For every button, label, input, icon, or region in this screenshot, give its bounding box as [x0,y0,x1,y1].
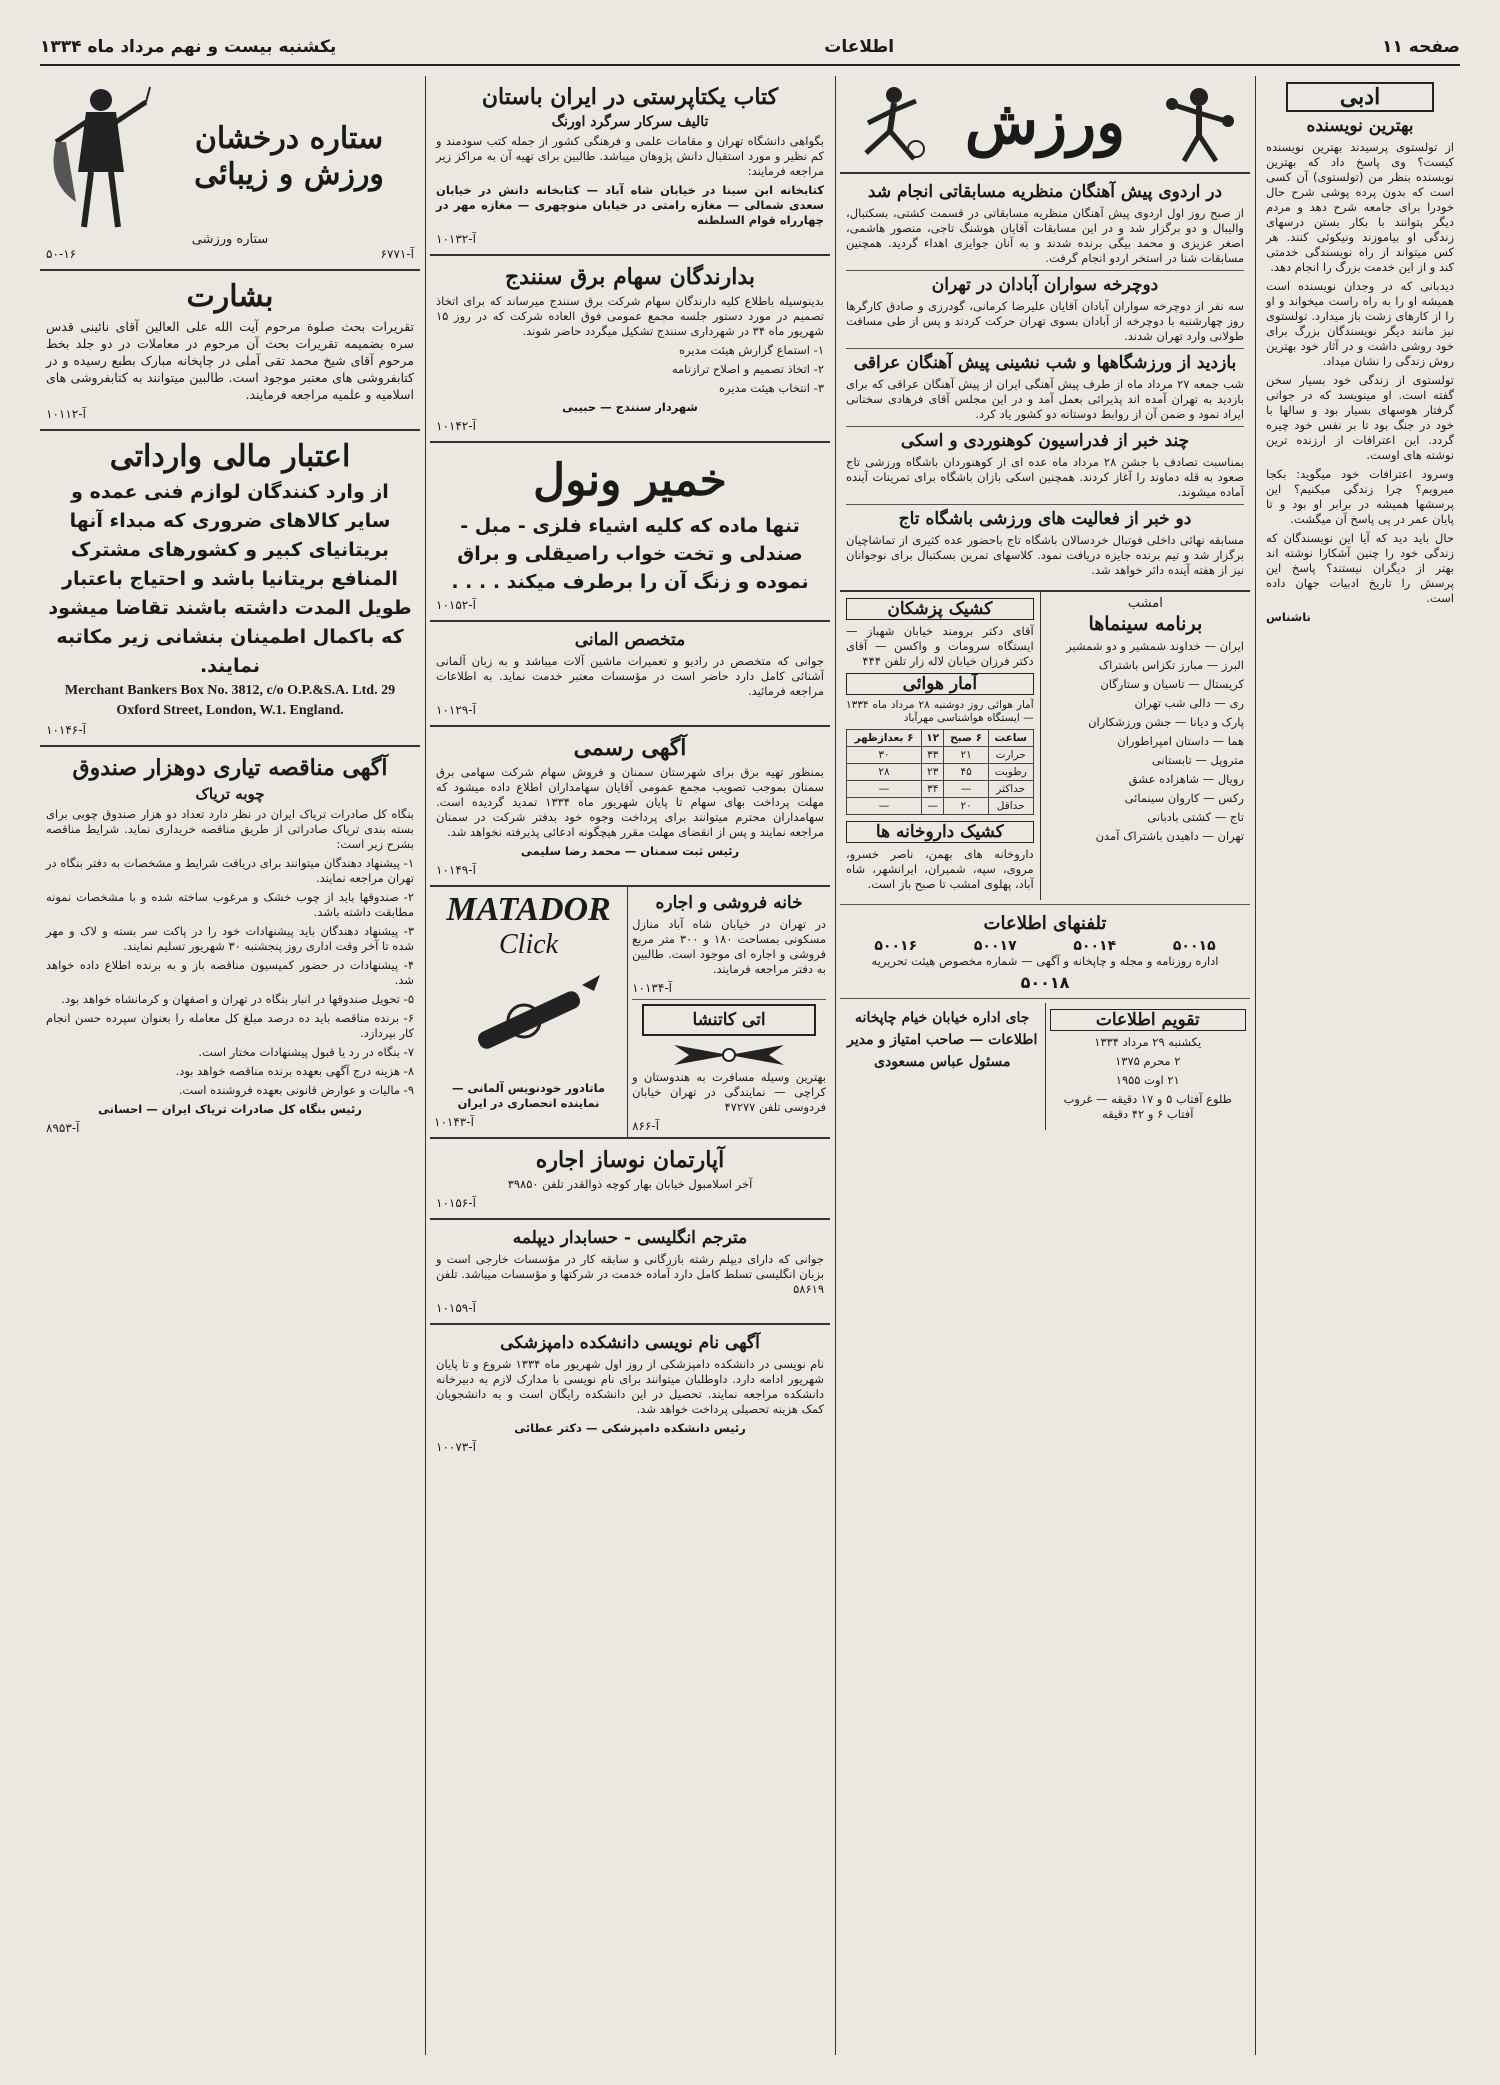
ad-title: آگهی نام نویسی دانشکده دامپزشکی [500,1333,760,1353]
weather-header-cell: ۶ بعدازظهر [847,730,922,747]
article-signature: ناشناس [1266,610,1311,624]
tender-item: ۶- برنده مناقصه باید ده درصد مبلغ کل معامله را بعنوان سپرده حسن انجام کار بپردازد. [46,1011,414,1040]
cinema-item: متروپل — تابستانی [1151,753,1244,767]
ad-signature: رئیس دانشکده دامپزشکی — دکتر عطائی [514,1421,746,1435]
phone-number: ۵۰۰۱۷ [973,938,1017,954]
weather-cell: رطوبت [988,764,1033,781]
ad-code: آ-۱۰۱۳۲ [436,232,476,246]
weather-row [847,798,1034,815]
weather-cell: — [847,781,922,798]
ad-code: آ-۱۰۱۱۲ [46,407,86,421]
cinema-item: کریستال — تاسیان و ستارگان [1100,677,1244,691]
ad-body: کتابخانه ابن سینا در خیابان شاه آباد — کتابخانه دانش در خیابان سعدی شمالی — مغازه رامتی در خیابان منوچهری — مغازه مهر در چهارراه قوام السلطنه [436,183,824,227]
article-paragraph: دیدبانی که در وجدان نویسنده است همیشه او را به راه راست میخواند و او را از کارهای زشت باز میدارد. تولستوی نیز مانند دیگر نویسندگان بزرگ برای خود روشی داشت و در آثار خود بهترین روش زندگی را نشان میداد. [1266,279,1454,368]
article-paragraph: از تولستوی پرسیدند بهترین نویسنده کیست؟ وی پاسخ داد که بهترین نویسنده بنظر من (تولستوی) آن کسی است که بدون پرده پوشی شرح حال خودرا برای جامعه شرح دهد و مردم دیگر بتوانند با بکار بستن درسهای زندگی او بیاموزند ونیکوئی کنند. هر کس میتواند از راه نویسندگی خدمتی کند و از این خدمت بزرگ را انجام دهد. [1266,140,1454,274]
ad-list-item: ۲- اتخاذ تصمیم و اصلاح ترازنامه [671,362,824,376]
article-paragraph: تولستوی از زندگی خود بسیار سخن گفته است. او مینویسد که در جوانی گرفتار هوسهای بسیار بود و سالها با خود در جنگ بود تا بر نفس خود چیره گردد. این اعترافات از ارزنده ترین نوشته های اوست. [1266,373,1454,462]
ad-body: بدینوسیله باطلاع کلیه دارندگان سهام شرکت برق سنندج میرساند که برای اتخاذ تصمیم در مورد دستور جلسه مجمع عمومی فوق العاده شرکت که در روز ۱۵ شهریور ماه ۳۴ در شهرداری سنندج تشکیل میگردد حاضر شوند. [436,294,824,338]
clinic-title: کشیک پزشکان [846,598,1034,620]
tender-item: ۸- هزینه درج آگهی بعهده برنده مناقصه خواهد بود. [175,1064,414,1078]
weather-row [847,747,1034,764]
ad-title: کتاب یکتاپرستی در ایران باستان [481,84,779,110]
tender-item: ۲- صندوقها باید از چوب خشک و مرغوب ساخته شده و با مشخصات نمونه مطابقت داشته باشد. [46,890,414,919]
ad-code: آ-۱۰۱۵۹ [436,1301,476,1315]
ad-list-item: ۳- انتخاب هیئت مدیره [719,381,824,395]
ad-code: آ-۱۰۱۴۲ [436,419,476,433]
article-title: بهترین نویسنده [1306,116,1414,136]
ad-body: بهترین وسیله مسافرت به هندوستان و کراچی — نمایندگی در تهران خیابان فردوسی تلفن ۴۷۲۷۷ [632,1070,826,1114]
ad-body: جوانی که دارای دیپلم رشته بازرگانی و سابقه کار در مؤسسات خارجی است و بزبان انگلیسی تسلط کامل دارد آماده خدمت در شرکتها و مؤسسات میباشد. تلفن ۵۸۶۱۹ [436,1252,824,1296]
weather-cell: حرارت [988,747,1033,764]
calendar-sun: طلوع آفتاب ۵ و ۱۷ دقیقه — غروب آفتاب ۶ و ۴۲ دقیقه [1063,1092,1232,1121]
ad-code: آ-۱۰۱۲۹ [436,703,476,717]
cinema-item: ری — دالی شب تهران [1134,696,1244,710]
services-box [840,592,1040,900]
wings-icon [669,1040,789,1070]
page-number: صفحه ۱۱ [1382,37,1460,57]
news-headline: بازدید از ورزشگاهها و شب نشینی پیش آهنگان عراقی [853,353,1237,373]
tender-item: ۹- مالیات و عوارض قانونی بعهده فروشنده است. [178,1083,414,1097]
weather-note: آمار هوائی روز دوشنبه ۲۸ مرداد ماه ۱۳۳۴ — ایستگاه هواشناسی مهرآباد [846,699,1034,724]
runner-illustration-icon [846,83,936,163]
calendar-line: ۲۱ اوت ۱۹۵۵ [1115,1073,1180,1087]
tender-body: بنگاه کل صادرات تریاک ایران در نظر دارد تعداد دو هزار صندوق چوبی برای بسته بندی تریاک صادراتی از طریق مناقصه خریداری نماید. شرایط مناقصه بشرح زیر است: [46,807,414,851]
section-title: ادبی [1286,82,1434,112]
paper-name: اطلاعات [824,37,895,57]
news-headline: دوچرخه سواران آبادان در تهران [931,275,1159,295]
column-ads [430,76,830,2055]
notice-body: از وارد کنندگان لوازم فنی عمده و سایر کالاهای ضروری که مبداء آنها بریتانیای کبیر و کشورهای مشترک المنافع بریتانیا باشد و احتیاج باعتبار طویل المدت داشته باشند تقاضا میشود که باکمال اطمینان بنشانی زیر مکاتبه نمایند. [48,481,412,677]
ad-title: بدارندگان سهام برق سنندج [504,264,756,290]
matador-logo: MATADOR [446,891,611,928]
news-body: از صبح روز اول اردوی پیش آهنگان منظریه مسابقاتی در قسمت کشتی، بسکتبال، والیبال و دو برگزار شد و در این مسابقات آقایان هوشنگ تاجی، منصور هاشمی، اصغر عزیزی و محمد بیگی برنده شدند و به آنان جوایزی اهداء گردید. همچنین مسابقات شنا در استخر اردو انجام گرفت. [846,206,1244,265]
weather-header-cell: ۶ صبح [944,730,988,747]
matador-sub: Click [498,929,559,960]
phone-special: ۵۰۰۱۸ [1020,973,1070,992]
ad-code: آ-۱۰۱۵۲ [436,598,476,612]
weather-header-cell: ۱۲ [921,730,944,747]
news-body: مسابقه نهائی داخلی فوتبال خردسالان باشگاه تاج باحضور عده کثیری از تماشاچیان برگزار شد و تیم برنده جایزه دریافت نمود. کلاسهای تمرین بسکتبال برای نوجوانان نیز از هفته آینده دائر خواهد شد. [846,533,1244,577]
weather-table [846,729,1034,815]
tender-signature: رئیس بنگاه کل صادرات تریاک ایران — احسانی [98,1102,362,1116]
tender-item: ۱- پیشنهاد دهندگان میتوانند برای دریافت شرایط و مشخصات به دفتر بنگاه در تهران مراجعه نمایند. [46,856,414,885]
boxer-illustration-icon [1154,83,1244,163]
cinema-item: هما — داستان امپراطوران [1117,734,1244,748]
weather-cell: ۲۳ [921,764,944,781]
ad-code: آ-۶۷۷۱ [380,247,414,261]
weather-cell: — [847,798,922,815]
ad-title: خانه فروشی و اجاره [655,893,803,913]
cinema-item: پارک و دیانا — جشن ورزشکاران [1088,715,1244,729]
news-body: سه نفر از دوچرخه سواران آبادان آقایان علیرضا کرمانی، گودرزی و صادق کارگرها روز چهارشنبه با دوچرخه از آبادان بسوی تهران حرکت کردند و پس از طی مسافت طولانی وارد تهران شدند. [846,299,1244,343]
ad-subtitle: ستاره ورزشی [191,232,269,247]
publisher-box: جای اداره خیابان خیام چاپخانه اطلاعات — صاحب امتیاز و مدیر مسئول عباس مسعودی [847,1010,1038,1070]
matador-figure-icon [46,82,156,232]
notice-title: بشارت [186,279,274,314]
ad-code: ۵۰-۱۶ [46,247,77,261]
page-header [40,30,1460,66]
tender-item: ۷- بنگاه در رد یا قبول پیشنهادات مختار است. [198,1045,414,1059]
newspaper-page [40,30,1460,2055]
news-body: شب جمعه ۲۷ مرداد ماه از طرف پیش آهنگی ایران از پیش آهنگان عراقی که برای بازدید به تهران آمده اند پذیرائی بعمل آمد و در این مجلس آقای فرهادی سخنانی ایراد نمود و ضمن آن از روابط دوستانه دو کشور یاد کرد. [846,377,1244,421]
notice-body: تقریرات بحث صلوة مرحوم آیت الله علی العالین آقای نائینی قدس سره بضمیمه تقریرات بحث آن مرحوم در معاملات در دو جلد بخط مرحوم آقای شیخ محمد تقی آملی در چاپخانه مبارک بطبع رسیده و در کتابفروشی های معتبر موجود است. طالبین میتوانند به کتابفروشی های اسلامیه و علمیه مراجعه فرمایند. [46,319,414,402]
ad-code: آ-۱۰۱۴۶ [46,723,86,737]
ad-body: ماتادور خودنویس آلمانی — نماینده انحصاری در ایران [452,1081,606,1110]
cinema-item: ایران — خداوند شمشیر و دو شمشیر [1066,639,1244,653]
ad-signature: رئیس ثبت سمنان — محمد رضا سلیمی [520,844,740,858]
ad-title: آگهی رسمی [573,735,687,761]
calendar-line: ۲ محرم ۱۳۷۵ [1115,1054,1181,1068]
weather-cell: ۳۴ [921,781,944,798]
calendar-box [1045,1003,1251,1130]
news-headline: چند خبر از فدراسیون کوهنوردی و اسکی [900,431,1190,451]
tender-item: ۴- پیشنهادات در حضور کمیسیون مناقصه باز و به برنده اطلاع داده خواهد شد. [46,958,414,987]
english-address: Merchant Bankers Box No. 3812, c/o O.P.&S.A. Ltd. 29 Oxford Street, London, W.1. England. [64,683,396,718]
weather-cell: ۴۵ [944,764,988,781]
ad-code: آ-۱۰۱۵۶ [436,1196,476,1210]
phones-box [840,909,1250,994]
news-headline: دو خبر از فعالیت های ورزشی باشگاه تاج [898,509,1192,529]
weather-header-cell: ساعت [988,730,1033,747]
calendar-line: یکشنبه ۲۹ مرداد ۱۳۳۴ [1094,1035,1202,1049]
weather-row [847,781,1034,798]
weather-cell: — [921,798,944,815]
column-sports [840,76,1250,2055]
pharmacy-body: داروخانه های بهمن، ناصر خسرو، مروی، سپه، شمیران، ایرانشهر، شاه آباد، پهلوی امشب تا صبح باز است. [846,847,1034,891]
fountain-pen-icon [454,961,604,1081]
ad-code: آ-۱۰۱۳۴ [632,981,672,995]
article-paragraph: حال باید دید که آیا این نویسندگان که زندگی خود را چنین آشکارا نوشته اند بهتر از دیگران نیستند؟ پاسخ این پرسش را تاریخ ادبیات جهان داده است. [1266,531,1454,605]
tender-item: ۳- پیشنهاد دهندگان باید پیشنهادات خود را در پاکت سر بسته و لاک و مهر شده تا آخر وقت اداری روز پنجشنبه ۳۰ شهریور تسلیم نمایند. [46,924,414,953]
ad-title: متخصص المانی [574,630,686,650]
weather-cell: ۲۰ [944,798,988,815]
issue-date: یکشنبه بیست و نهم مرداد ماه ۱۳۳۴ [40,37,337,57]
ad-code: آ-۱۰۱۴۹ [436,863,476,877]
tender-subtitle: چوبه تریاک [195,785,265,803]
ad-code: آ-۱۰۰۷۳ [436,1440,476,1454]
cinema-item: البرز — مبارز تکزاس باشتراک [1098,658,1244,672]
clinic-body: آقای دکتر برومند خیابان شهباز — ایستگاه سرومات و واکسن — آقای دکتر فرزان خیابان لاله زار تلفن ۴۴۴ [846,624,1034,668]
brand-logo: خمیر ونول [533,455,727,506]
weather-row [847,764,1034,781]
svg-text:M: M [516,1014,531,1031]
weather-cell: ۳۳ [921,747,944,764]
ad-body: بگواهی دانشگاه تهران و مقامات علمی و فرهنگی کشور از جمله کتب سودمند و کم نظیر و مورد استقبال دانش پژوهان میباشد. طالبین برای تهیه آن به مراکز زیر مراجعه فرمایند: [436,134,824,178]
tender-item: ۵- تحویل صندوقها در انبار بنگاه در تهران و اصفهان و کرمانشاه خواهد بود. [61,992,414,1006]
ad-code: آ-۸۶۶ [632,1119,660,1133]
news-headline: در اردوی پیش آهنگان منظریه مسابقاتی انجام شد [867,182,1223,202]
phone-number: ۵۰۰۱۴ [1073,938,1117,954]
cinema-title: برنامه سینماها [1088,613,1203,635]
column-literary [1260,76,1460,2055]
sports-section-title: ورزش [964,88,1126,158]
ad-code: آ-۸۹۵۳ [46,1121,80,1135]
tender-list [46,856,414,1098]
column-notices [40,76,420,2055]
airline-logo: اتی کاتنشا [642,1004,816,1036]
weather-title: آمار هوائی [846,673,1034,695]
cinema-tag: امشب [1127,596,1163,611]
ad-title: مترجم انگلیسی - حسابدار دیپلمه [512,1228,748,1248]
cinema-item: تهران — داهیدن باشتراک آمدن [1095,829,1244,843]
ad-body: نام نویسی در دانشکده دامپزشکی از روز اول شهریور ماه ۱۳۳۴ شروع و تا پایان شهریور ادامه دارد. داوطلبان میتوانند برای نام نویسی با مدارک لازم به دبیرخانه دانشکده مراجعه نمایند. تحصیل در این دانشکده رایگان است و به دانشجویان کمک هزینه تحصیلی پرداخت خواهد شد. [436,1357,824,1416]
ad-list-item: ۱- استماع گزارش هیئت مدیره [679,343,824,357]
news-body: بمناسبت تصادف با جشن ۲۸ مرداد ماه عده ای از کوهنوردان باشگاه ورزشی تاج صعود به قله دماوند را آغاز کردند. همچنین اسکی بازان باشگاه برای تمرینات آینده آماده میشوند. [846,455,1244,499]
weather-cell: ۲۱ [944,747,988,764]
tender-title: آگهی مناقصه تیاری دوهزار صندوق [72,755,388,781]
ad-title: آپارتمان نوساز اجاره [535,1147,725,1173]
phone-number: ۵۰۰۱۶ [874,938,918,954]
notice-title: اعتبار مالی وارداتی [109,439,351,474]
ad-code: آ-۱۰۱۴۳ [434,1115,474,1129]
cinema-list [1047,639,1244,844]
phones-title: تلفنهای اطلاعات [983,913,1107,934]
ad-body: جوانی که متخصص در رادیو و تعمیرات ماشین آلات میباشد و به زبان آلمانی آشنائی کامل دارد حاضر است در مؤسسات معتبر خدمت نماید. به اطلاعات مراجعه فرمائید. [436,654,824,698]
cinema-item: تاج — کشتی بادبانی [1147,810,1244,824]
calendar-title: تقویم اطلاعات [1050,1009,1247,1031]
brand-text: تنها ماده که کلیه اشیاء فلزی - مبل - صندلی و تخت خواب راصیقلی و براق نموده و زنگ آن را برطرف میکند . . . . [451,515,809,593]
ad-subtitle: تالیف سرکار سرگرد اورنگ [551,114,709,130]
weather-cell: حداکثر [988,781,1033,798]
phone-number: ۵۰۰۱۵ [1172,938,1216,954]
cinema-box [1040,592,1250,900]
cinema-item: رویال — شاهزاده عشق [1128,772,1244,786]
ad-signature: شهردار سنندج — حبیبی [562,400,698,414]
ad-headline: ستاره درخشان ورزش و زیبائی [194,121,384,192]
weather-cell: حداقل [988,798,1033,815]
ad-body: بمنظور تهیه برق برای شهرستان سمنان و فروش سهام شرکت سهامی برق سمنان بموجب تصویب مجمع عمومی آقایان سهامداران اطلاع داده میشود که مهلت پرداخت بهای سهام تا پایان شهریور ماه ۱۳۳۴ تمدید گردیده است. سهامداران محترم میتوانند برای پرداخت وجوه خود بدفتر شرکت در سمنان مراجعه نمایند و پس از انقضای مهلت مقرر هیچگونه ادعائی پذیرفته نخواهد شد. [436,765,825,839]
ad-body: در تهران در خیابان شاه آباد منازل مسکونی بمساحت ۱۸۰ و ۳۰۰ متر مربع فروشی و اجاره ای موجود است. طالبین به دفتر مراجعه فرمایند. [632,917,826,976]
phones-note: اداره روزنامه و مجله و چاپخانه و آگهی — شماره مخصوص هیئت تحریریه [871,954,1219,968]
weather-cell: — [944,781,988,798]
pharmacy-title: کشیک داروخانه ها [846,821,1034,843]
weather-cell: ۳۰ [847,747,922,764]
weather-cell: ۲۸ [847,764,922,781]
ad-body: آخر اسلامبول خیابان بهار کوچه ذوالقدر تلفن ۳۹۸۵۰ [507,1177,753,1191]
cinema-item: رکس — کاروان سینمائی [1124,791,1244,805]
article-paragraph: وسرود اعترافات خود میگوید: بکجا میرویم؟ چرا زندگی میکنیم؟ این پرسشها همیشه در برابر او بود و تا پایان عمر در پی پاسخ آن میگشت. [1266,467,1454,526]
